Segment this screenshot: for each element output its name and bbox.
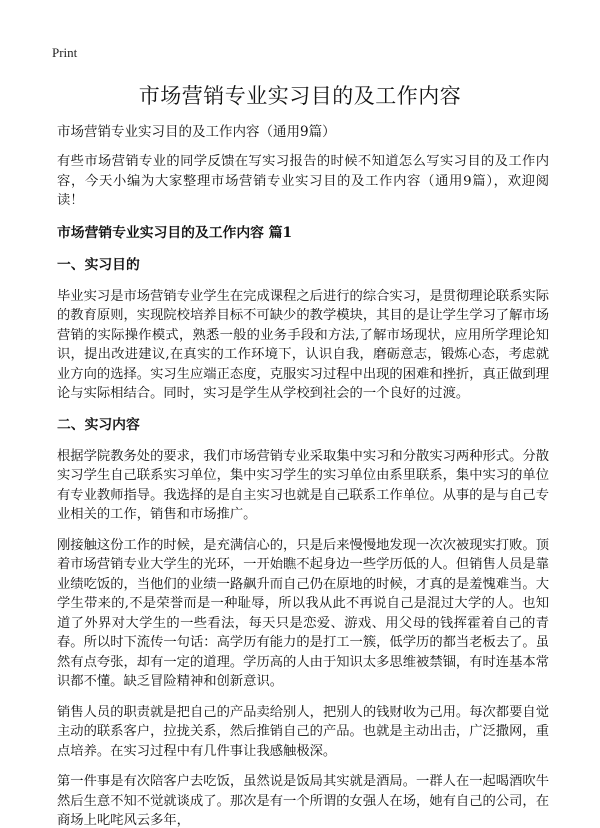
section-heading-purpose: 一、实习目的 (57, 256, 140, 273)
document-body (57, 122, 549, 828)
content-paragraph-4: 第一件事是有次陪客户去吃饭，虽然说是饭局其实就是酒局。一群人在一起喝酒吹牛然后生意不知不觉就谈成了。那次是有一个所谓的女强人在场，她有自己的公司，在商场上叱咤风云多年， (57, 774, 549, 828)
intro-paragraph: 有些市场营销专业的同学反馈在写实习报告的时候不知道怎么写实习目的及工作内容，今天小编为大家整理市场营销专业实习目的及工作内容（通用9篇），欢迎阅读！ (57, 154, 549, 208)
content-paragraph-3: 销售人员的职责就是把自己的产品卖给别人，把别人的钱财收为己用。每次都要自觉主动的联系客户，拉拢关系，然后推销自己的产品。也就是主动出击，广泛撒网，重点培养。在实习过程中有几件事让我感触极深。 (57, 704, 549, 759)
section-heading-content: 二、实习内容 (57, 416, 140, 433)
print-label: Print (52, 45, 78, 60)
document-title: 市场营销专业实习目的及工作内容 (138, 84, 462, 108)
content-paragraph-2: 刚接触这份工作的时候，是充满信心的，只是后来慢慢地发现一次次被现实打败。顶着市场营销专业大学生的光环，一开始瞧不起身边一些学历低的人。但销售人员是靠业绩吃饭的，当他们的业绩一路飙升而自己仍在原地的时候，才真的是羞愧难当。大学生带来的,不是荣誉而是一种耻辱，所以我从此不再说自己是混过大学的人。也知道了外界对大学生的一些看法，每天只是恋爱、游戏、用父母的钱挥霍着自己的青春。所以时下流传一句话：高学历有能力的是打工一簇，低学历的都当老板去了。虽然有点夸张，却有一定的道理。学历高的人由于知识太多思维被禁锢，有时连基本常识都不懂。缺乏冒险精神和创新意识。 (57, 537, 549, 689)
purpose-paragraph: 毕业实习是市场营销专业学生在完成课程之后进行的综合实习，是贯彻理论联系实际的教育原则，实现院校培养目标不可缺少的教学模块，其目的是让学生学习了解市场营销的实际操作模式，熟悉一般的业务手段和方法,了解市场现状，应用所学理论知识，提出改进建议,在真实的工作环境下，认识自我，磨砺意志，锻炼心态，考虑就业方向的选择。实习生应端正态度，克服实习过程中出现的困难和挫折，真正做到理论与实际相结合。同时，实习是学生从学校到社会的一个良好的过渡。 (57, 288, 549, 401)
document-subtitle: 市场营销专业实习目的及工作内容（通用9篇） (57, 124, 336, 140)
content-paragraph-1: 根据学院教务处的要求，我们市场营销专业采取集中实习和分散实习两种形式。分散实习学生自己联系实习单位，集中实习学生的实习单位由系里联系，集中实习的单位有专业教师指导。我选择的是自主实习也就是自己联系工作单位。从事的是与自己专业相关的工作，销售和市场推广。 (57, 448, 549, 522)
article-heading: 市场营销专业实习目的及工作内容 篇1 (57, 224, 293, 241)
